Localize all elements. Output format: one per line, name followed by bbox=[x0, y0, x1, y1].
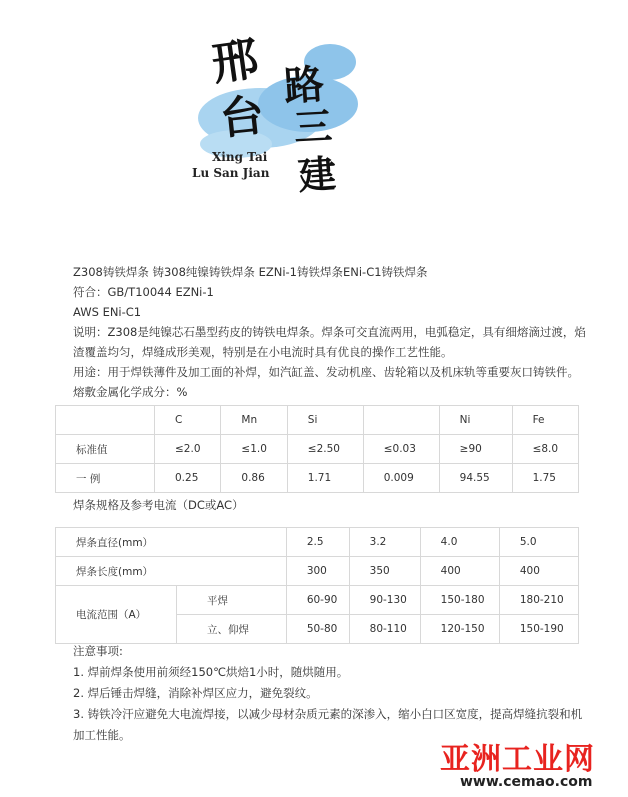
table-cell: 3.2 bbox=[349, 528, 420, 557]
logo-english-line1: Xing Tai bbox=[212, 150, 268, 164]
vertical-label: 立、仰焊 bbox=[177, 615, 287, 644]
table-cell: ≤2.50 bbox=[287, 435, 363, 464]
table-cell: 120-150 bbox=[420, 615, 499, 644]
table-cell: ≥90 bbox=[439, 435, 512, 464]
note-item-2: 2. 焊后锤击焊缝，消除补焊区应力，避免裂纹。 bbox=[73, 686, 318, 700]
table-cell: 1.75 bbox=[512, 464, 578, 493]
table-cell: ≤8.0 bbox=[512, 435, 578, 464]
standard-text: 符合：GB/T10044 EZNi-1 bbox=[73, 285, 214, 299]
table-cell: 0.86 bbox=[221, 464, 287, 493]
description-line1: 说明：Z308是纯镍芯石墨型药皮的铸铁电焊条。焊条可交直流两用，电弧稳定，具有细熔滴过渡，焰 bbox=[73, 325, 586, 339]
logo-char-2: 台 bbox=[217, 89, 267, 146]
table-cell: 60-90 bbox=[286, 586, 349, 615]
logo-char-3: 路 bbox=[282, 60, 326, 111]
logo-char-5: 建 bbox=[296, 150, 338, 199]
diameter-label: 焊条直径(mm） bbox=[56, 528, 287, 557]
composition-table bbox=[55, 405, 579, 493]
product-title: Z308铸铁焊条 铸308纯镍铸铁焊条 EZNi-1铸铁焊条ENi-C1铸铁焊条 bbox=[73, 265, 428, 279]
table-cell: ≤0.03 bbox=[363, 435, 439, 464]
note-item-3-line1: 3. 铸铁冷汗应避免大电流焊接，以减少母材杂质元素的深渗入，缩小白口区宽度，提高焊缝抗裂和机 bbox=[73, 707, 583, 721]
table-cell: ≤2.0 bbox=[155, 435, 221, 464]
table-cell: 180-210 bbox=[499, 586, 578, 615]
notes-section bbox=[73, 641, 583, 746]
table-cell: 50-80 bbox=[286, 615, 349, 644]
table-cell: 2.5 bbox=[286, 528, 349, 557]
aws-text: AWS ENi-C1 bbox=[73, 305, 142, 319]
table-cell bbox=[363, 406, 439, 435]
table-header-row bbox=[56, 406, 579, 435]
table-cell: 0.25 bbox=[155, 464, 221, 493]
table-row bbox=[56, 464, 579, 493]
table-cell: 300 bbox=[286, 557, 349, 586]
usage-text: 用途：用于焊铁薄件及加工面的补焊，如汽缸盖、发动机座、齿轮箱以及机床轨等重要灰口铸铁件。 bbox=[73, 365, 579, 379]
table-cell: Ni bbox=[439, 406, 512, 435]
logo-char-4: 三 bbox=[292, 103, 334, 150]
composition-title: 熔敷金属化学成分：% bbox=[73, 385, 188, 399]
flat-label: 平焊 bbox=[177, 586, 287, 615]
table-cell: 标准值 bbox=[56, 435, 155, 464]
table-cell: 150-190 bbox=[499, 615, 578, 644]
table-row bbox=[56, 435, 579, 464]
table-row bbox=[56, 528, 579, 557]
table-cell: 一 例 bbox=[56, 464, 155, 493]
table-cell: ≤1.0 bbox=[221, 435, 287, 464]
product-description bbox=[73, 262, 593, 402]
table-cell: 350 bbox=[349, 557, 420, 586]
table-cell: 5.0 bbox=[499, 528, 578, 557]
logo-char-1: 邢 bbox=[208, 31, 262, 91]
note-item-1: 1. 焊前焊条使用前须经150℃烘焙1小时，随烘随用。 bbox=[73, 665, 349, 679]
table-row bbox=[56, 557, 579, 586]
table-cell: 80-110 bbox=[349, 615, 420, 644]
logo-english-line2: Lu San Jian bbox=[192, 166, 270, 180]
company-logo bbox=[190, 18, 370, 198]
notes-title: 注意事项: bbox=[73, 644, 123, 658]
table-cell: 90-130 bbox=[349, 586, 420, 615]
table-cell: 4.0 bbox=[420, 528, 499, 557]
table-cell bbox=[56, 406, 155, 435]
watermark-url: www.cemao.com bbox=[460, 774, 593, 790]
table-cell: 400 bbox=[420, 557, 499, 586]
length-label: 焊条长度(mm） bbox=[56, 557, 287, 586]
table-cell: 150-180 bbox=[420, 586, 499, 615]
table-cell: 94.55 bbox=[439, 464, 512, 493]
table-row bbox=[56, 586, 579, 615]
note-item-3-line2: 加工性能。 bbox=[73, 728, 131, 742]
watermark-text: 亚洲工业网 bbox=[440, 742, 595, 777]
table-cell: Mn bbox=[221, 406, 287, 435]
current-label: 电流范围（A） bbox=[56, 586, 177, 644]
spec-title: 焊条规格及参考电流（DC或AC） bbox=[73, 498, 244, 512]
table-cell: 400 bbox=[499, 557, 578, 586]
table-cell: 1.71 bbox=[287, 464, 363, 493]
table-cell: Fe bbox=[512, 406, 578, 435]
table-cell: C bbox=[155, 406, 221, 435]
table-cell: 0.009 bbox=[363, 464, 439, 493]
spec-table bbox=[55, 527, 579, 644]
table-cell: Si bbox=[287, 406, 363, 435]
description-line2: 渣覆盖均匀，焊缝成形美观，特别是在小电流时具有优良的操作工艺性能。 bbox=[73, 345, 453, 359]
watermark bbox=[440, 734, 620, 794]
